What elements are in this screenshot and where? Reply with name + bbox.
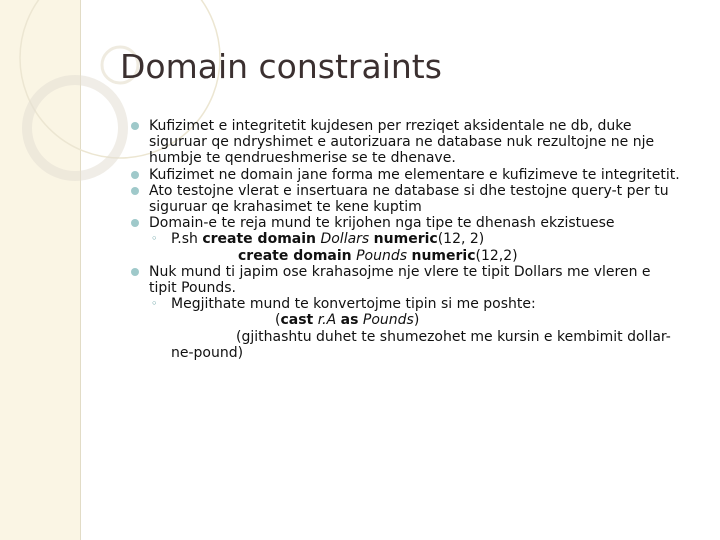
- bullet-item: [130, 118, 710, 167]
- domain-name: Pounds: [362, 312, 414, 329]
- bullet-text: Kufizimet e integritetit kujdesen per rreziqet aksidentale ne db, duke: [149, 118, 632, 134]
- keyword: as: [340, 312, 359, 329]
- keyword: cast: [280, 312, 314, 329]
- bullet-text: Ato testojne vlerat e insertuara ne database si dhe testojne query-t per tu: [149, 182, 669, 199]
- paren: (: [275, 312, 281, 329]
- note-text: ne-pound): [171, 344, 244, 361]
- page-title: Domain constraints: [120, 47, 442, 86]
- bullet-text: siguruar qe ndryshimet e autorizuara ne database nuk rezultojne ne nje: [149, 134, 655, 151]
- domain-name: Dollars: [320, 231, 370, 248]
- code-example-line: [171, 248, 710, 264]
- bullet-dot-icon: [131, 219, 139, 227]
- keyword: numeric: [373, 231, 438, 248]
- bullet-text: Kufizimet ne domain jane forma me elementare e kufizimeve te integritetit.: [149, 166, 680, 183]
- keyword: numeric: [411, 247, 476, 264]
- type-args: (12, 2): [437, 231, 485, 248]
- code-example-line: [171, 312, 710, 328]
- note-text: (gjithashtu duhet te shumezohet me kursin e kembimit dollar-: [236, 328, 671, 345]
- bullet-text: siguruar qe krahasimet te kene kuptim: [149, 199, 422, 216]
- bullet-dot-icon: [131, 268, 139, 276]
- left-decor-panel: [0, 0, 81, 540]
- bullet-text: humbje te qendrueshmerise se te dhenave.: [149, 150, 456, 167]
- bullet-item: [130, 167, 710, 183]
- bullet-text: Domain-e te reja mund te krijohen nga tipe te dhenash ekzistuese: [149, 215, 615, 232]
- type-args: (12,2): [475, 247, 518, 264]
- paren: ): [413, 312, 420, 329]
- bullet-text: Nuk mund ti japim ose krahasojme nje vlere te tipit Dollars me vleren e: [149, 263, 651, 280]
- sub-bullet-item: [130, 231, 710, 263]
- bullet-dot-icon: [131, 187, 139, 195]
- sub-bullet-item: [130, 296, 710, 361]
- bullet-item: [130, 264, 710, 296]
- expression: r.A: [317, 312, 337, 329]
- bullet-item: [130, 183, 710, 215]
- sub-bullet-text: Megjithate mund te konvertojme tipin si me poshte:: [171, 296, 536, 313]
- bullet-list: [130, 118, 710, 361]
- keyword: create domain: [238, 247, 352, 264]
- domain-name: Pounds: [356, 247, 408, 264]
- code-example-line: [171, 231, 710, 247]
- bullet-item: [130, 215, 710, 231]
- bullet-text: tipit Pounds.: [149, 280, 236, 297]
- example-prefix: P.sh: [171, 231, 203, 248]
- sub-bullet-ring-icon: ◦: [151, 297, 158, 311]
- bullet-dot-icon: [131, 122, 139, 130]
- keyword: create domain: [202, 231, 316, 248]
- sub-bullet-ring-icon: ◦: [151, 232, 158, 246]
- bullet-dot-icon: [131, 171, 139, 179]
